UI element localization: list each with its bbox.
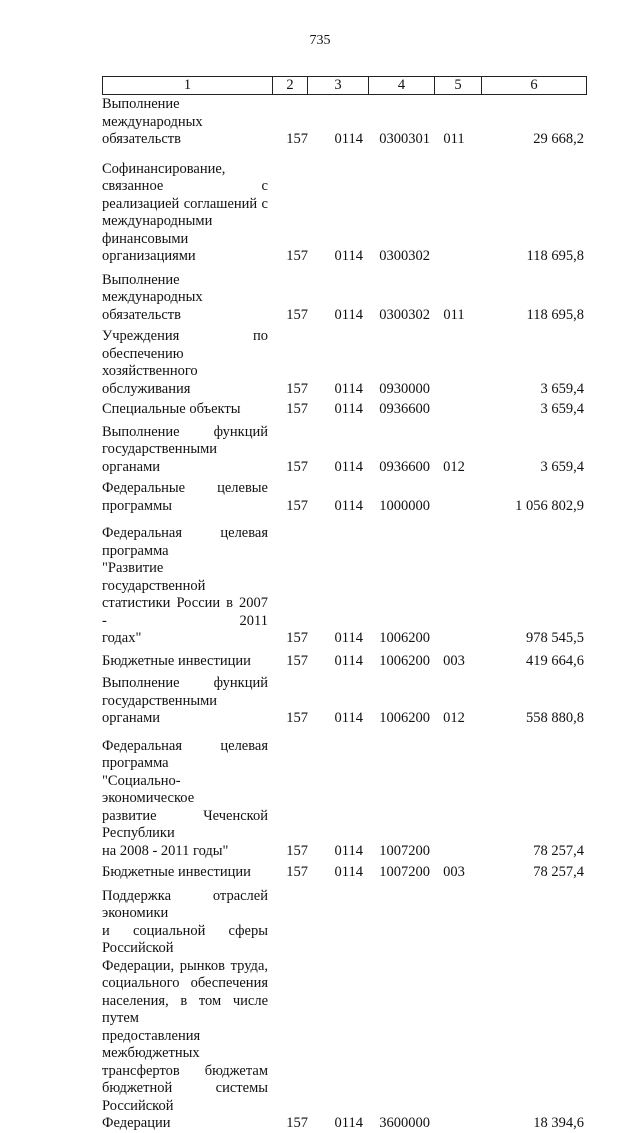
cell-c5: 011 bbox=[443, 306, 465, 323]
cell-c4: 1007200 bbox=[379, 842, 430, 859]
table-body bbox=[102, 96, 584, 1133]
cell-c6: 118 695,8 bbox=[526, 306, 584, 323]
cell-c2: 157 bbox=[286, 380, 308, 397]
cell-c6: 419 664,6 bbox=[526, 652, 584, 669]
cell-c3: 0114 bbox=[334, 248, 363, 264]
cell-c6: 3 659,4 bbox=[540, 401, 584, 417]
cell-c2: 157 bbox=[286, 458, 308, 475]
description-line: государственными органами bbox=[102, 692, 218, 726]
description-line: Федерации bbox=[102, 1115, 171, 1131]
cell-c6: 978 545,5 bbox=[526, 630, 584, 646]
cell-c5: 003 bbox=[443, 864, 465, 880]
description-line: Федеральные целевые bbox=[102, 480, 268, 496]
description-line: Бюджетные инвестиции bbox=[102, 652, 251, 669]
cell-c3: 0114 bbox=[334, 131, 363, 147]
row-description bbox=[102, 525, 268, 648]
description-line: хозяйственного обслуживания bbox=[102, 363, 198, 397]
row-description bbox=[102, 328, 268, 398]
cell-c4: 0930000 bbox=[379, 380, 430, 397]
cell-c6: 18 394,6 bbox=[533, 1115, 584, 1131]
cell-c4: 0300302 bbox=[379, 306, 430, 323]
description-line: Выполнение международных bbox=[102, 271, 203, 305]
header-col-6: 6 bbox=[482, 77, 587, 95]
description-line: предоставления межбюджетных bbox=[102, 1027, 201, 1061]
cell-c6: 78 257,4 bbox=[533, 842, 584, 859]
table-row bbox=[102, 648, 584, 671]
cell-c6: 118 695,8 bbox=[526, 248, 584, 264]
table-row bbox=[102, 96, 584, 149]
cell-c3: 0114 bbox=[334, 630, 363, 646]
cell-c3: 0114 bbox=[334, 710, 363, 726]
cell-c5: 012 bbox=[443, 458, 465, 475]
page-number: 735 bbox=[309, 33, 331, 48]
cell-c3: 0114 bbox=[334, 306, 363, 323]
cell-c3: 0114 bbox=[334, 497, 363, 514]
cell-c3: 0114 bbox=[334, 842, 363, 859]
description-line: Специальные объекты bbox=[102, 401, 241, 417]
table-row bbox=[102, 419, 584, 477]
description-line: развитие Чеченской Республики bbox=[102, 807, 268, 841]
cell-c3: 0114 bbox=[334, 380, 363, 397]
cell-c6: 3 659,4 bbox=[540, 380, 584, 397]
description-line: населения, в том числе путем bbox=[102, 992, 268, 1026]
cell-c5: 011 bbox=[443, 131, 465, 147]
cell-c3: 0114 bbox=[334, 652, 363, 669]
description-line: Выполнение функций bbox=[102, 675, 268, 691]
description-line: Учреждения по обеспечению bbox=[102, 328, 268, 362]
cell-c4: 0300302 bbox=[379, 248, 430, 264]
cell-c5: 012 bbox=[443, 710, 465, 726]
cell-c6: 3 659,4 bbox=[540, 458, 584, 475]
description-line: государственными органами bbox=[102, 441, 218, 475]
cell-c6: 78 257,4 bbox=[533, 864, 584, 880]
row-description bbox=[102, 480, 268, 515]
description-line: Федерации, рынков труда, bbox=[102, 957, 268, 974]
cell-c2: 157 bbox=[286, 131, 308, 147]
table-row bbox=[102, 670, 584, 728]
description-line: обязательств bbox=[102, 131, 181, 147]
header-col-4: 4 bbox=[369, 77, 435, 95]
description-line: на 2008 - 2011 годы" bbox=[102, 842, 229, 859]
cell-c3: 0114 bbox=[334, 864, 363, 880]
description-line: организациями bbox=[102, 248, 196, 264]
cell-c2: 157 bbox=[286, 306, 308, 323]
cell-c2: 157 bbox=[286, 842, 308, 859]
description-line: Федеральная целевая программа bbox=[102, 525, 268, 559]
description-line: "Развитие государственной bbox=[102, 560, 206, 594]
cell-c2: 157 bbox=[286, 710, 308, 726]
description-line: международными финансовыми bbox=[102, 213, 213, 247]
table-row bbox=[102, 324, 584, 398]
cell-c4: 1006200 bbox=[379, 630, 430, 646]
table-row bbox=[102, 149, 584, 266]
row-description bbox=[102, 161, 268, 266]
description-line: "Социально-экономическое bbox=[102, 772, 195, 806]
cell-c3: 0114 bbox=[334, 458, 363, 475]
cell-c4: 3600000 bbox=[379, 1115, 430, 1131]
header-col-3: 3 bbox=[308, 77, 369, 95]
cell-c4: 0936600 bbox=[379, 401, 430, 417]
table-row bbox=[102, 860, 584, 882]
description-line: годах" bbox=[102, 630, 142, 646]
cell-c2: 157 bbox=[286, 630, 308, 646]
cell-c2: 157 bbox=[286, 864, 308, 880]
description-line: Бюджетные инвестиции bbox=[102, 864, 251, 880]
header-col-1: 1 bbox=[103, 77, 273, 95]
table-row bbox=[102, 266, 584, 325]
table-row bbox=[102, 515, 584, 648]
cell-c4: 0300301 bbox=[379, 131, 430, 147]
description-line: Поддержка отраслей экономики bbox=[102, 887, 268, 921]
row-description bbox=[102, 424, 268, 477]
cell-c6: 29 668,2 bbox=[533, 131, 584, 147]
description-line: статистики России в 2007 - 2011 bbox=[102, 595, 268, 629]
cell-c2: 157 bbox=[286, 652, 308, 669]
table-row bbox=[102, 882, 584, 1133]
cell-c2: 157 bbox=[286, 248, 308, 264]
row-description bbox=[102, 401, 268, 419]
row-description bbox=[102, 675, 268, 728]
description-line: Выполнение международных bbox=[102, 96, 203, 130]
cell-c4: 1006200 bbox=[379, 710, 430, 726]
description-line: Софинансирование, связанное с bbox=[102, 160, 268, 194]
cell-c3: 0114 bbox=[334, 401, 363, 417]
cell-c2: 157 bbox=[286, 497, 308, 514]
description-line: бюджетной системы Российской bbox=[102, 1080, 268, 1114]
cell-c6: 1 056 802,9 bbox=[515, 497, 584, 514]
header-col-5: 5 bbox=[435, 77, 482, 95]
table-row bbox=[102, 398, 584, 419]
description-line: трансфертов бюджетам bbox=[102, 1062, 268, 1079]
cell-c4: 1007200 bbox=[379, 864, 430, 880]
description-line: обязательств bbox=[102, 306, 181, 323]
cell-c5: 003 bbox=[443, 652, 465, 669]
description-line: социального обеспечения bbox=[102, 975, 268, 991]
cell-c2: 157 bbox=[286, 1115, 308, 1131]
cell-c4: 0936600 bbox=[379, 458, 430, 475]
row-description bbox=[102, 272, 268, 325]
table-row bbox=[102, 476, 584, 515]
description-line: и социальной сферы Российской bbox=[102, 922, 268, 956]
cell-c2: 157 bbox=[286, 401, 308, 417]
description-line: Выполнение функций bbox=[102, 423, 268, 440]
cell-c4: 1000000 bbox=[379, 497, 430, 514]
description-line: Федеральная целевая программа bbox=[102, 737, 268, 771]
description-line: программы bbox=[102, 497, 172, 514]
cell-c4: 1006200 bbox=[379, 652, 430, 669]
row-description bbox=[102, 738, 268, 861]
table-header bbox=[102, 76, 587, 95]
row-description bbox=[102, 864, 268, 882]
header-col-2: 2 bbox=[273, 77, 308, 95]
description-line: реализацией соглашений с bbox=[102, 195, 268, 212]
row-description bbox=[102, 653, 268, 671]
row-description bbox=[102, 888, 268, 1133]
table-row bbox=[102, 728, 584, 861]
cell-c3: 0114 bbox=[334, 1115, 363, 1131]
row-description bbox=[102, 96, 268, 149]
cell-c6: 558 880,8 bbox=[526, 710, 584, 726]
